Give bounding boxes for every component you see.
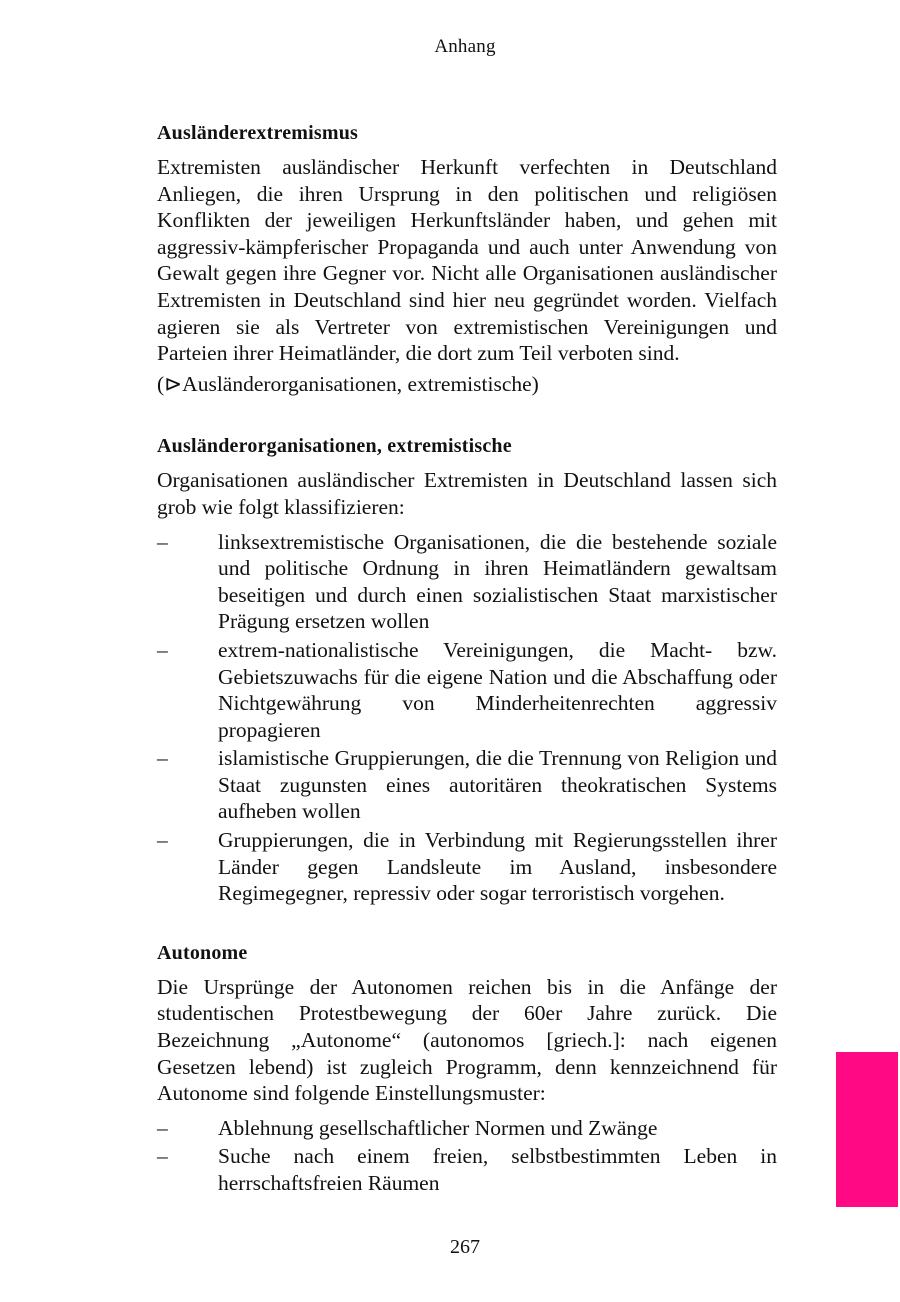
- list-item: [157, 1143, 777, 1196]
- list-dash: –: [157, 637, 168, 662]
- entry-paragraph: Die Ursprünge der Autonomen reichen bis in die Anfänge der studentischen Protestbewegung der 60er Jahre zurück. Die Bezeichnung „Autonome“ (autonomos [griech.]: nach eigenen Gesetzen lebend) ist zugleich Programm, denn kennzeichnend für Autonome sind folgende Einstellungsmuster:: [157, 974, 777, 1106]
- entry-auslaenderextremismus: [157, 122, 777, 397]
- entry-title: Ausländerorganisationen, extremistische: [157, 435, 512, 458]
- page-number: 267: [450, 1236, 480, 1258]
- list-item-text: linksextremistische Organisationen, die die bestehende soziale und politische Ordnung in ihren Heimatländern gewaltsam beseitigen und durch einen sozialistischen Staat marxistischer Prägung ersetzen wollen: [218, 529, 777, 634]
- list-item: [157, 529, 777, 635]
- list-item: [157, 745, 777, 825]
- list-item-text: Gruppierungen, die in Verbindung mit Regierungsstellen ihrer Länder gegen Landsleute im Ausland, insbesondere Regimegegner, repressiv oder sogar terroristisch vorgehen.: [218, 828, 777, 906]
- entry-auslaenderorganisationen: [157, 435, 777, 907]
- dash-list: [157, 1115, 777, 1197]
- entry-autonome: [157, 942, 777, 1197]
- list-dash: –: [157, 828, 168, 853]
- list-item-text: Ablehnung gesellschaftlicher Normen und Zwänge: [218, 1115, 658, 1140]
- entry-paragraph: Organisationen ausländischer Extremisten in Deutschland lassen sich grob wie folgt klassifizieren:: [157, 468, 777, 519]
- list-item: [157, 1115, 777, 1142]
- list-item-text: extrem-nationalistische Vereinigungen, die Macht- bzw. Gebietszuwachs für die eigene Nation und die Abschaffung oder Nichtgewährung von Minderheitenrechten aggressiv propagieren: [218, 637, 777, 742]
- list-item: [157, 827, 777, 907]
- list-item-text: Suche nach einem freien, selbstbestimmten Leben in herrschaftsfreien Räumen: [218, 1144, 777, 1195]
- running-head: Anhang: [434, 36, 496, 57]
- entry-paragraph: Extremisten ausländischer Herkunft verfechten in Deutschland Anliegen, die ihren Ursprung in den politischen und religiösen Konflikten der jeweiligen Herkunftsländer haben, und gehen mit aggressiv-kämpferischer Propaganda und auch unter Anwendung von Gewalt gegen ihre Gegner vor. Nicht alle Organisationen ausländischer Extremisten in Deutschland sind hier neu gegründet worden. Vielfach agieren sie als Vertreter von extremistischen Vereinigungen und Parteien ihrer Heimatländer, die dort zum Teil verboten sind.: [157, 155, 777, 366]
- list-item-text: islamistische Gruppierungen, die die Trennung von Religion und Staat zugunsten eines autoritären theokratischen Systems aufheben wollen: [218, 746, 777, 824]
- dash-list: [157, 529, 777, 907]
- list-dash: –: [157, 1115, 168, 1140]
- entry-title: Ausländerextremismus: [157, 122, 359, 144]
- list-dash: –: [157, 529, 168, 554]
- entry-title: Autonome: [157, 941, 248, 964]
- list-dash: –: [157, 1144, 168, 1169]
- thumb-index-tab: [836, 1052, 898, 1207]
- list-item: [157, 637, 777, 743]
- list-dash: –: [157, 746, 168, 771]
- page-content: [157, 122, 777, 1232]
- cross-reference: (⊳Ausländerorganisationen, extremistische): [157, 371, 539, 396]
